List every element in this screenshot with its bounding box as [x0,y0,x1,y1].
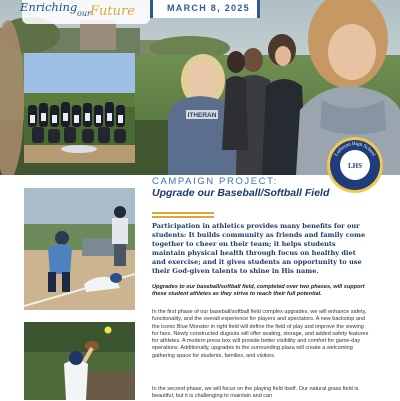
logo-word-our: our [77,9,91,18]
campaign-label: CAMPAIGN PROJECT: [152,176,278,187]
gold-rule-lower [152,216,214,218]
softball-catch-photo [24,322,135,400]
intro-paragraph: Participation in athletics provides many benefits for our students: It builds community as friends and family come together to cheer on their team; it helps students maintain physical health through focus on healthy diet and exercise; and it gives students an opportunity to use their God-given talents to shine in His name. [152,222,366,275]
shirt-lettering: ITHERAN [187,112,217,119]
date-rule-left [150,0,153,18]
seal-arc-text: Lutheran High School [334,141,376,158]
body-paragraph-phase-one: In the first phase of our baseball/softball field complex upgrades, we will enhance safety, functionality, and the overall experience for players and spectators. A new backstop and the iconic Blue Monster in right field will define the field of play and improve the viewing for fans. Newly constructed dugouts will offer seating, storage, and added safety features for athletes. A modern press box will provide better visibility and comfort for game-day operations. Additionally, upgrades to the surrounding plaza will create a welcoming gathering space for students, families, and visitors. [152,309,369,359]
gold-rule-upper [152,212,214,214]
lede-paragraph: Upgrades to our baseball/softball field, completed over two phases, will support these student athletes as they strive to reach their full potential. [152,284,365,298]
softball-action-photo [24,188,135,310]
body-paragraph-phase-two: In the second phase, we will focus on the playing field itself. Our natural grass field is beautiful, but it is challenging to maintain and can [152,386,359,400]
seal-center-text: LHS [347,162,363,170]
logo-word-future: Future [90,4,135,19]
campaign-title: Upgrade our Baseball/Softball Field [152,187,330,199]
date-rule-right [257,0,260,18]
school-seal [326,136,384,194]
issue-date: MARCH 8, 2025 [167,3,250,13]
logo-word-enriching: Enriching [20,0,78,14]
team-group-photo [24,53,135,163]
